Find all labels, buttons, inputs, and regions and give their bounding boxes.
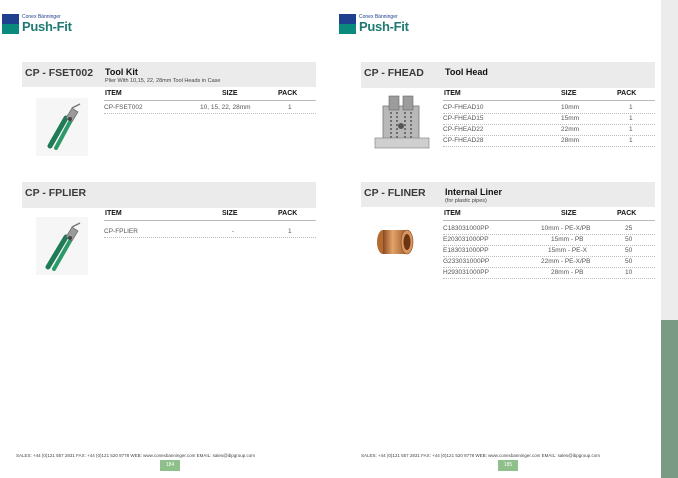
pack-cell: 1 — [629, 137, 633, 144]
pack-cell: 50 — [625, 247, 633, 254]
table-row — [443, 103, 655, 113]
page-number: 185 — [498, 460, 518, 471]
item-cell: CP-FHEAD15 — [443, 115, 484, 122]
product-code: CP - FHEAD — [364, 67, 424, 79]
product-code: CP - FSET002 — [25, 67, 94, 79]
item-cell: CP-FPLIER — [104, 228, 138, 235]
column-header-size: SIZE — [222, 210, 238, 217]
column-header-size: SIZE — [561, 90, 577, 97]
size-cell: 10mm — [561, 104, 580, 111]
product-description: (for plastic pipes) — [445, 198, 487, 204]
item-cell: E183031000PP — [443, 247, 489, 254]
size-cell: 15mm — [561, 115, 580, 122]
product-section-fplier — [22, 182, 316, 282]
product-table — [443, 210, 655, 290]
pack-cell: 1 — [288, 104, 292, 111]
pack-cell: 1 — [288, 228, 292, 235]
page-number: 184 — [160, 460, 180, 471]
size-cell: 28mm — [561, 137, 580, 144]
table-row — [443, 268, 655, 278]
pack-cell: 50 — [625, 236, 633, 243]
product-description: Plier With 10,15, 22, 28mm Tool Heads in Case — [105, 78, 221, 84]
brand-name-small: Conex Bänninger — [359, 14, 398, 20]
column-header-item: ITEM — [105, 90, 122, 97]
size-cell: 15mm - PE-X — [548, 247, 588, 254]
column-header-size: SIZE — [561, 210, 577, 217]
column-header-item: ITEM — [444, 90, 461, 97]
size-cell: 28mm - PB — [551, 269, 584, 276]
column-header-pack: PACK — [278, 90, 298, 97]
footer-contact: SALES: +44 (0)121 557 2831 FAX: +44 (0)121 520 8778 WEB: www.conexbanninger.com EMAIL: sales@ibpgroup.com — [16, 453, 255, 458]
product-section-fliner — [361, 182, 655, 292]
table-row — [443, 246, 655, 256]
pack-cell: 1 — [629, 126, 633, 133]
product-section-fset002 — [22, 62, 316, 172]
size-cell: 10, 15, 22, 28mm — [200, 104, 251, 111]
pack-cell: 50 — [625, 258, 633, 265]
size-cell: 15mm - PB — [551, 236, 584, 243]
pack-cell: 10 — [625, 269, 633, 276]
product-table — [104, 90, 316, 130]
column-header-pack: PACK — [617, 90, 637, 97]
table-row — [443, 257, 655, 267]
size-cell: 22mm - PE-X/PB — [541, 258, 591, 265]
size-cell: 10mm - PE-X/PB — [541, 225, 591, 232]
column-header-size: SIZE — [222, 90, 238, 97]
product-table — [443, 90, 655, 150]
pack-cell: 25 — [625, 225, 633, 232]
column-header-item: ITEM — [105, 210, 122, 217]
item-cell: CP-FHEAD28 — [443, 137, 484, 144]
column-header-item: ITEM — [444, 210, 461, 217]
copper-liner-icon — [371, 220, 421, 266]
item-cell: C183031000PP — [443, 225, 489, 232]
item-cell: CP-FHEAD10 — [443, 104, 484, 111]
product-name: Tool Kit — [105, 67, 138, 77]
pack-cell: 1 — [629, 104, 633, 111]
column-header-pack: PACK — [278, 210, 298, 217]
table-row — [443, 114, 655, 124]
product-name: Tool Head — [445, 67, 488, 77]
tool-head-icon — [369, 92, 437, 158]
table-row — [104, 103, 316, 113]
brand-name-big: Push-Fit — [22, 19, 72, 34]
product-code: CP - FPLIER — [25, 187, 87, 199]
table-row — [443, 136, 655, 146]
product-code: CP - FLINER — [364, 187, 426, 199]
item-cell: CP-FHEAD22 — [443, 126, 484, 133]
pack-cell: 1 — [629, 115, 633, 122]
page-edge-accent — [661, 320, 678, 478]
item-cell: E203031000PP — [443, 236, 489, 243]
footer-contact: SALES: +44 (0)121 557 2831 FAX: +44 (0)121 520 8778 WEB: www.conexbanninger.com EMAIL: sales@ibpgroup.com — [361, 453, 600, 458]
brand-mark-icon — [2, 14, 19, 34]
brand-name-small: Conex Bänninger — [22, 14, 61, 20]
brand-mark-icon — [339, 14, 356, 34]
product-table — [104, 210, 316, 250]
brand-name-big: Push-Fit — [359, 19, 409, 34]
right-page — [339, 0, 661, 478]
column-header-pack: PACK — [617, 210, 637, 217]
product-section-fhead — [361, 62, 655, 172]
table-row — [443, 224, 655, 234]
product-name: Internal Liner — [445, 187, 503, 197]
item-cell: H293031000PP — [443, 269, 489, 276]
table-row — [443, 125, 655, 135]
page-edge-tab — [661, 0, 678, 478]
item-cell: CP-FSET002 — [104, 104, 143, 111]
size-cell: 22mm — [561, 126, 580, 133]
size-cell: - — [232, 228, 235, 235]
plier-tool-icon — [32, 215, 92, 277]
table-row — [104, 227, 316, 237]
table-row — [443, 235, 655, 245]
item-cell: G233031000PP — [443, 258, 490, 265]
plier-tool-icon — [32, 96, 92, 158]
